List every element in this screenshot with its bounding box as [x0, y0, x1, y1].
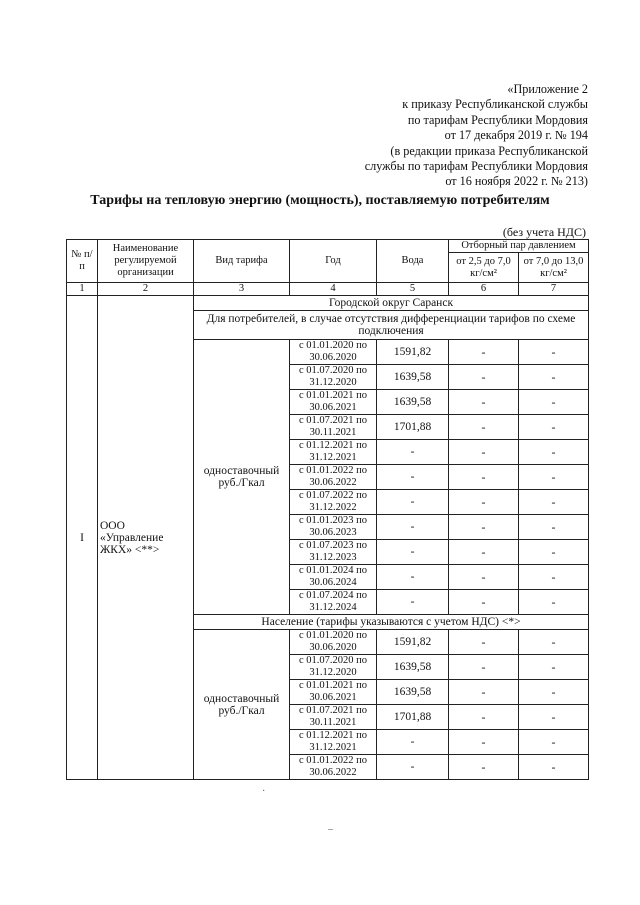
steam-high-value: -: [519, 490, 589, 515]
steam-high-value: -: [519, 365, 589, 390]
steam-high-value: -: [519, 540, 589, 565]
steam-low-value: -: [449, 630, 519, 655]
water-value: -: [377, 590, 449, 615]
steam-high-value: -: [519, 465, 589, 490]
water-value: -: [377, 540, 449, 565]
water-value: 1591,82: [377, 630, 449, 655]
period-cell: с 01.01.2020 по 30.06.2020: [290, 630, 377, 655]
header-line: по тарифам Республики Мордовия: [407, 112, 588, 127]
steam-low-value: -: [449, 390, 519, 415]
steam-low-value: -: [449, 515, 519, 540]
water-value: -: [377, 730, 449, 755]
tariff-table: [66, 239, 589, 780]
col-number: 6: [449, 283, 519, 296]
steam-low-value: -: [449, 590, 519, 615]
steam-low-value: -: [449, 365, 519, 390]
col-number: 4: [290, 283, 377, 296]
water-value: -: [377, 490, 449, 515]
vat-note: (без учета НДС): [502, 225, 586, 239]
steam-low-value: -: [449, 730, 519, 755]
water-value: 1639,58: [377, 655, 449, 680]
water-value: -: [377, 515, 449, 540]
col-number: 3: [194, 283, 290, 296]
steam-high-value: -: [519, 655, 589, 680]
header-steam-low: от 2,5 до 7,0 кг/см²: [449, 253, 519, 283]
steam-low-value: -: [449, 565, 519, 590]
col-number: 5: [377, 283, 449, 296]
header-line: от 17 декабря 2019 г. № 194: [444, 128, 588, 143]
header-line: «Приложение 2: [507, 82, 588, 96]
period-cell: с 01.07.2020 по 31.12.2020: [290, 655, 377, 680]
steam-high-value: -: [519, 630, 589, 655]
steam-high-value: -: [519, 440, 589, 465]
steam-low-value: -: [449, 705, 519, 730]
page-title: Тарифы на тепловую энергию (мощность), поставляемую потребителям: [90, 193, 550, 208]
period-cell: с 01.01.2022 по 30.06.2022: [290, 465, 377, 490]
water-value: 1639,58: [377, 680, 449, 705]
steam-high-value: -: [519, 565, 589, 590]
water-value: 1591,82: [377, 340, 449, 365]
steam-high-value: -: [519, 515, 589, 540]
col-number: 2: [98, 283, 194, 296]
tariff-type: одноставочный руб./Гкал: [194, 630, 290, 780]
header-line: к приказу Республиканской службы: [402, 97, 588, 112]
scan-mark: –: [328, 824, 333, 835]
period-cell: с 01.12.2021 по 31.12.2021: [290, 730, 377, 755]
tariff-type: одноставочный руб./Гкал: [194, 340, 290, 615]
period-cell: с 01.01.2020 по 30.06.2020: [290, 340, 377, 365]
steam-low-value: -: [449, 540, 519, 565]
period-cell: с 01.12.2021 по 31.12.2021: [290, 440, 377, 465]
steam-low-value: -: [449, 655, 519, 680]
header-num: № п/п: [67, 240, 98, 283]
period-cell: с 01.01.2021 по 30.06.2021: [290, 680, 377, 705]
water-value: 1701,88: [377, 415, 449, 440]
period-cell: с 01.01.2022 по 30.06.2022: [290, 755, 377, 780]
water-value: 1639,58: [377, 390, 449, 415]
steam-low-value: -: [449, 680, 519, 705]
steam-high-value: -: [519, 415, 589, 440]
period-cell: с 01.07.2023 по 31.12.2023: [290, 540, 377, 565]
steam-high-value: -: [519, 390, 589, 415]
header-year: Год: [290, 240, 377, 283]
steam-low-value: -: [449, 465, 519, 490]
col-number: 1: [67, 283, 98, 296]
appendix-header: [365, 82, 588, 190]
header-line: от 16 ноября 2022 г. № 213): [445, 174, 588, 189]
steam-high-value: -: [519, 705, 589, 730]
header-type: Вид тарифа: [194, 240, 290, 283]
water-value: -: [377, 440, 449, 465]
period-cell: с 01.01.2021 по 30.06.2021: [290, 390, 377, 415]
steam-low-value: -: [449, 755, 519, 780]
steam-low-value: -: [449, 490, 519, 515]
water-value: -: [377, 565, 449, 590]
header-steam: Отборный пар давлением: [449, 240, 589, 253]
period-cell: с 01.07.2022 по 31.12.2022: [290, 490, 377, 515]
header-org: Наименование регулируемой организации: [98, 240, 194, 283]
section-heading-consumers: Для потребителей, в случае отсутствия дифференциации тарифов по схеме подключения: [194, 311, 589, 340]
period-cell: с 01.07.2024 по 31.12.2024: [290, 590, 377, 615]
section-heading-population: Население (тарифы указываются с учетом НДС) <*>: [194, 615, 589, 630]
period-cell: с 01.01.2024 по 30.06.2024: [290, 565, 377, 590]
steam-low-value: -: [449, 440, 519, 465]
water-value: -: [377, 465, 449, 490]
period-cell: с 01.01.2023 по 30.06.2023: [290, 515, 377, 540]
header-line: службы по тарифам Республики Мордовия: [364, 159, 588, 174]
district-heading: Городской округ Саранск: [194, 296, 589, 311]
organization-name: ООО «Управление ЖКХ» <**>: [98, 296, 194, 780]
steam-high-value: -: [519, 730, 589, 755]
water-value: 1639,58: [377, 365, 449, 390]
period-cell: с 01.07.2021 по 30.11.2021: [290, 415, 377, 440]
header-line: (в редакции приказа Республиканской: [390, 143, 588, 158]
steam-low-value: -: [449, 340, 519, 365]
steam-high-value: -: [519, 590, 589, 615]
steam-high-value: -: [519, 340, 589, 365]
water-value: 1701,88: [377, 705, 449, 730]
period-cell: с 01.07.2020 по 31.12.2020: [290, 365, 377, 390]
water-value: -: [377, 755, 449, 780]
steam-high-value: -: [519, 680, 589, 705]
steam-high-value: -: [519, 755, 589, 780]
header-steam-high: от 7,0 до 13,0 кг/см²: [519, 253, 589, 283]
row-number: I: [67, 296, 98, 780]
steam-low-value: -: [449, 415, 519, 440]
scan-mark: ·: [262, 786, 266, 797]
header-water: Вода: [377, 240, 449, 283]
col-number: 7: [519, 283, 589, 296]
period-cell: с 01.07.2021 по 30.11.2021: [290, 705, 377, 730]
